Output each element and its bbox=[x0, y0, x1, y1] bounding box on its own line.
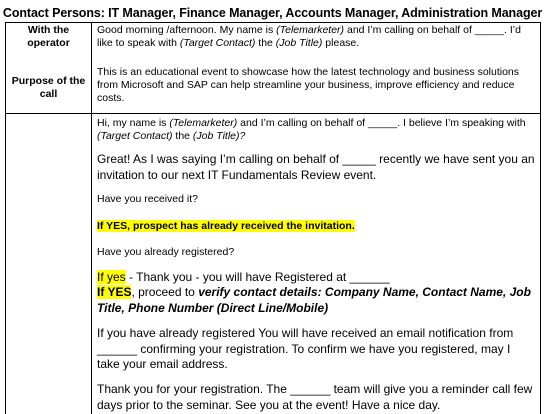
label-with-operator bbox=[6, 24, 91, 50]
registered-text: If you have already registered You will have received an email notification from ______ confirming your registration. To confirm we have you registered, may I take your email address. bbox=[97, 326, 514, 371]
row-divider bbox=[6, 113, 540, 114]
script-table bbox=[5, 22, 541, 414]
purpose-text: This is an educational event to showcase how the latest technology and business solutions from Microsoft and SAP can help streamline your business, improve efficiency and reduce costs. bbox=[97, 66, 520, 104]
if-yes-verify: If YES, proceed to verify contact details: Company Name, Contact Name, Job Title, Phone Number (Direct Line/Mobile) bbox=[97, 285, 531, 315]
registered-question: Have you already registered? bbox=[97, 246, 235, 258]
label-line: Purpose of the bbox=[11, 75, 86, 87]
received-question: Have you received it? bbox=[97, 193, 198, 205]
if-yes-received: If YES, prospect has already received the invitation. bbox=[97, 220, 355, 232]
label-line: call bbox=[39, 88, 58, 100]
column-divider bbox=[91, 23, 92, 414]
page-title: Contact Persons: IT Manager, Finance Manager, Accounts Manager, Administration Manager bbox=[2, 6, 543, 20]
label-line: With the bbox=[27, 24, 70, 36]
thanks-text: Thank you for your registration. The ______ team will give you a reminder call few days prior to the seminar. See you at the event! Have a nice day. bbox=[97, 382, 533, 412]
label-line: operator bbox=[27, 37, 70, 49]
greeting-text: Good morning /afternoon. My name is (Telemarketer) and I’m calling on behalf of _____. I’d like to speak with (Target Contact) the (Job Title) please. bbox=[97, 24, 521, 49]
label-purpose bbox=[6, 75, 91, 101]
great-text: Great! As I was saying I’m calling on behalf of _____ recently we have sent you an invitation to our next IT Fundamentals Review event. bbox=[97, 152, 535, 182]
if-yes-thank-you: If yes - Thank you - you will have Registered at ______ bbox=[97, 270, 390, 284]
hi-text: Hi, my name is (Telemarketer) and I’m calling on behalf of _____. I believe I’m speaking with (Target Contact) the (Job Title)? bbox=[97, 117, 526, 142]
